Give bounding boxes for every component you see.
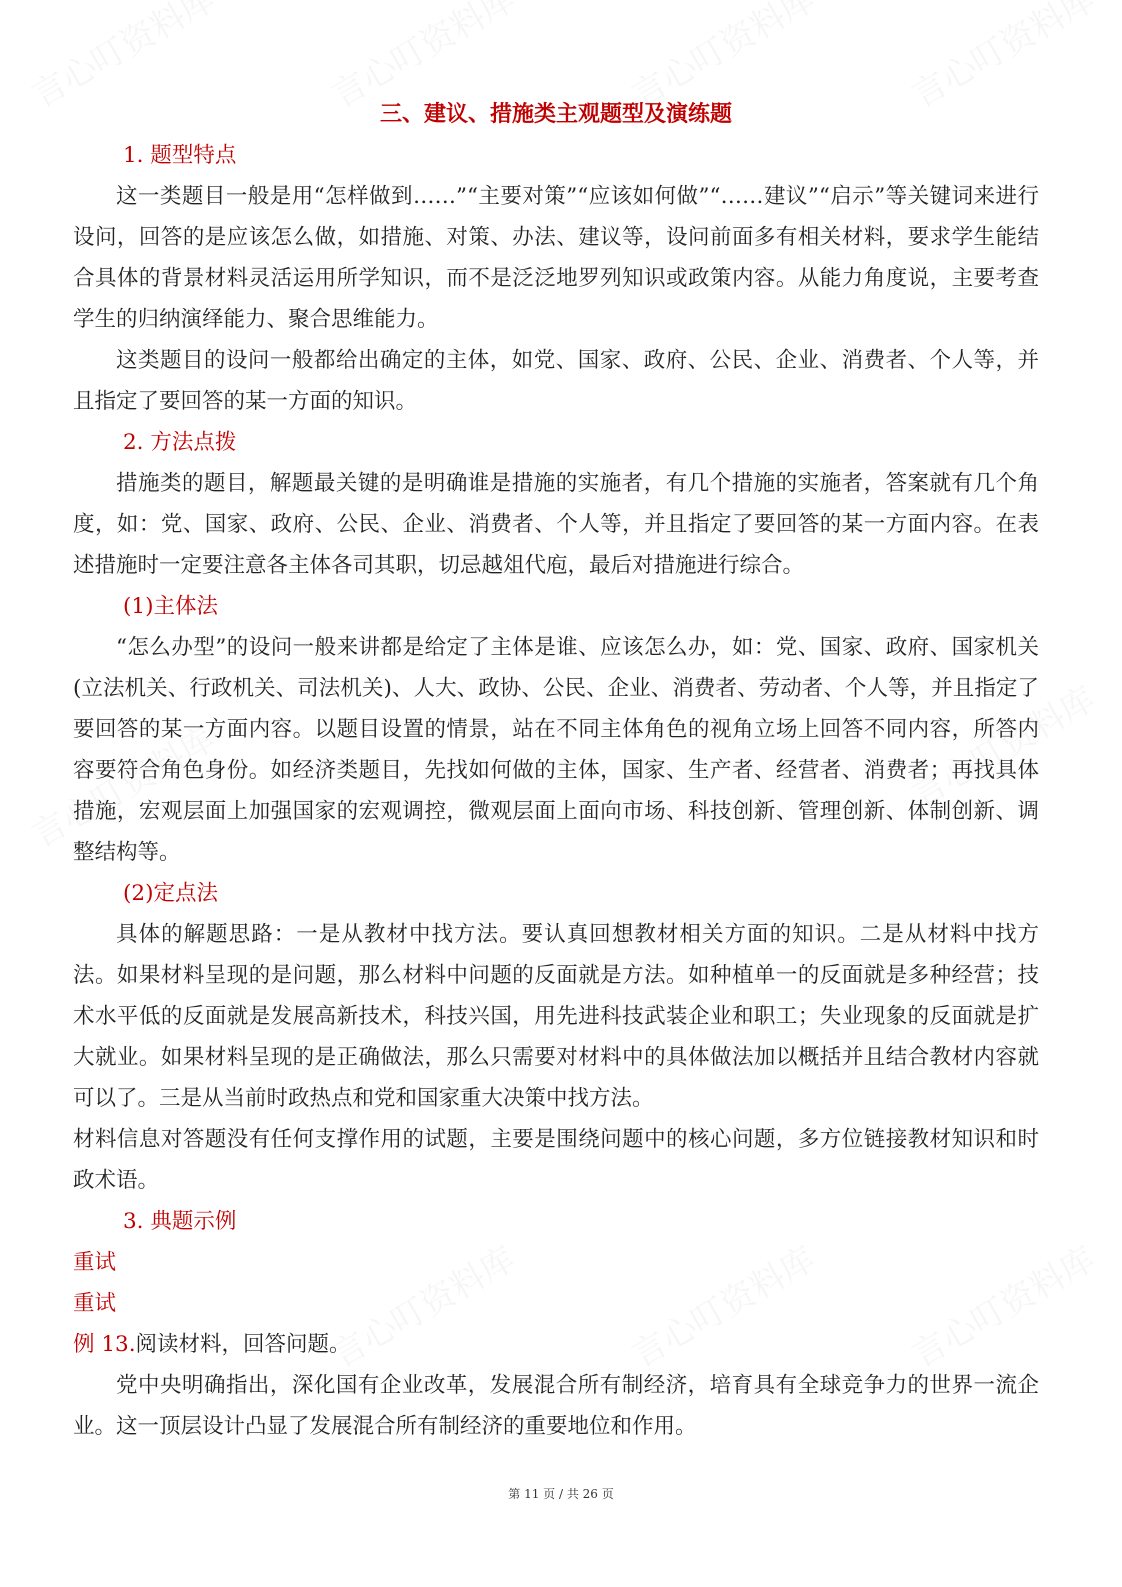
paragraph: 材料信息对答题没有任何支撑作用的试题，主要是围绕问题中的核心问题，多方位链接教材知识和时政术语。	[73, 1127, 1039, 1193]
subsection-heading: (1)主体法	[123, 594, 218, 619]
paragraph: 措施类的题目，解题最关键的是明确谁是措施的实施者，有几个措施的实施者，答案就有几个角度，如：党、国家、政府、公民、企业、消费者、个人等，并且指定了要回答的某一方面内容。在表述措施时一定要注意各主体各司其职，切忌越俎代庖，最后对措施进行综合。	[73, 471, 1039, 578]
section-heading: 1. 题型特点	[123, 143, 237, 168]
example-label: 例 13.	[73, 1332, 136, 1357]
retry-link[interactable]: 重试	[73, 1291, 117, 1316]
example-question	[73, 1324, 1039, 1365]
paragraph: 这类题目的设问一般都给出确定的主体，如党、国家、政府、公民、企业、消费者、个人等，并且指定了要回答的某一方面的知识。	[73, 348, 1039, 414]
retry-link[interactable]: 重试	[73, 1250, 117, 1275]
page-title: 三、建议、措施类主观题型及演练题	[379, 101, 732, 127]
paragraph: 具体的解题思路：一是从教材中找方法。要认真回想教材相关方面的知识。二是从材料中找方法。如果材料呈现的是问题，那么材料中问题的反面就是方法。如种植单一的反面就是多种经营；技术水平低的反面就是发展高新技术，科技兴国，用先进科技武装企业和职工；失业现象的反面就是扩大就业。如果材料呈现的是正确做法，那么只需要对材料中的具体做法加以概括并且结合教材内容就可以了。三是从当前时政热点和党和国家重大决策中找方法。	[73, 922, 1039, 1111]
example-prompt: 阅读材料，回答问题。	[135, 1332, 351, 1357]
paragraph: 党中央明确指出，深化国有企业改革，发展混合所有制经济，培育具有全球竞争力的世界一流企业。这一顶层设计凸显了发展混合所有制经济的重要地位和作用。	[73, 1373, 1039, 1439]
paragraph: 这一类题目一般是用“怎样做到……”“主要对策”“应该如何做”“……建议”“启示”等关键词来进行设问，回答的是应该怎么做，如措施、对策、办法、建议等，设问前面多有相关材料，要求学生能结合具体的背景材料灵活运用所学知识，而不是泛泛地罗列知识或政策内容。从能力角度说，主要考查学生的归纳演绎能力、聚合思维能力。	[73, 184, 1039, 332]
document-page	[73, 94, 1039, 1447]
paragraph: “怎么办型”的设问一般来讲都是给定了主体是谁、应该怎么办，如：党、国家、政府、国家机关(立法机关、行政机关、司法机关)、人大、政协、公民、企业、消费者、劳动者、个人等，并且指定了要回答的某一方面内容。以题目设置的情景，站在不同主体角色的视角立场上回答不同内容，所答内容要符合角色身份。如经济类题目，先找如何做的主体，国家、生产者、经营者、消费者；再找具体措施，宏观层面上加强国家的宏观调控，微观层面上面向市场、科技创新、管理创新、体制创新、调整结构等。	[73, 635, 1039, 865]
section-heading: 2. 方法点拨	[123, 430, 237, 455]
page-footer: 第 11 页 / 共 26 页	[508, 1487, 614, 1501]
section-heading: 3. 典题示例	[123, 1209, 237, 1234]
subsection-heading: (2)定点法	[123, 881, 218, 906]
